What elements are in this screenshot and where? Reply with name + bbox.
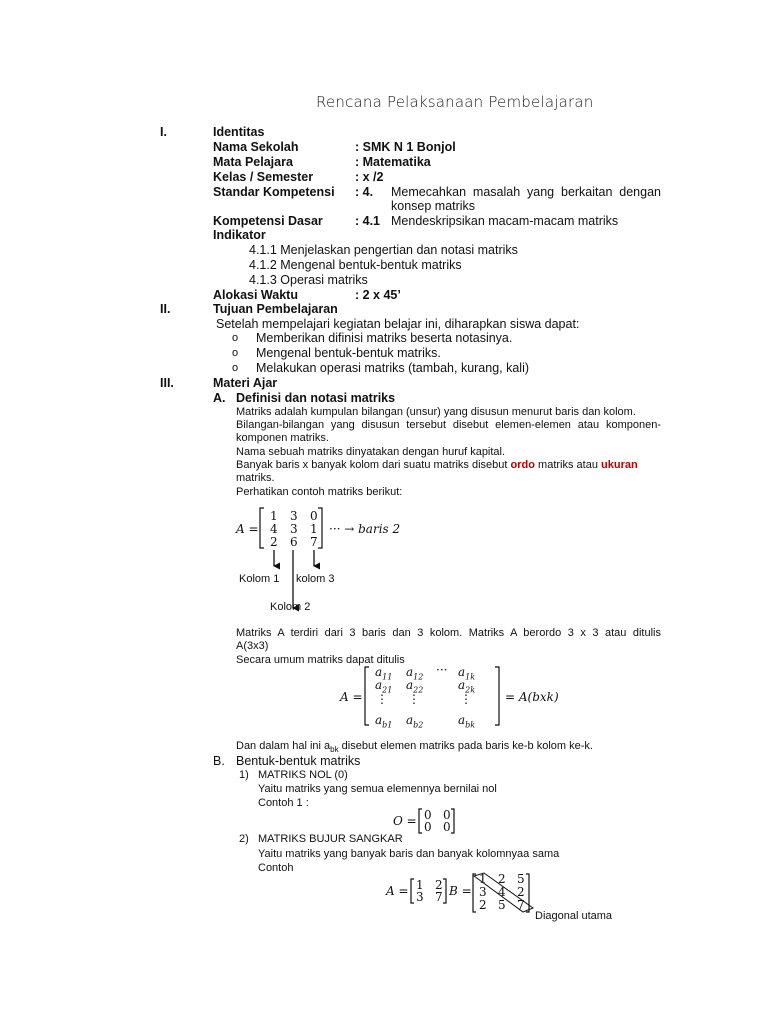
paragraph-ordo [236,459,638,471]
cell-symbol: a [375,678,383,692]
matrix-a-cell: 4 [270,522,278,536]
section-heading-materi: Materi Ajar [213,376,278,390]
matriks-nol-contoh: Contoh 1 : [258,797,309,809]
square-matrix-b-label: B = [449,884,472,898]
square-matrix-b-cell: 3 [479,885,487,899]
general-cell [458,713,475,729]
matrix-a-cell: 0 [310,509,318,523]
general-vdots: ⋮ [408,692,420,706]
tujuan-item: Mengenal bentuk-bentuk matriks. [256,346,441,360]
text: Dan dalam hal ini a [236,740,331,752]
general-vdots: ⋮ [376,692,388,706]
subsection-heading-bentuk: Bentuk-bentuk matriks [236,754,361,768]
label-mata-pelajaran: Mata Pelajara [213,155,293,169]
zero-matrix-cell: 0 [443,808,451,822]
general-vdots: ⋮ [460,692,472,706]
paragraph: Matriks A terdiri dari 3 baris dan 3 kolom. Matriks A berordo 3 x 3 atau ditulis [236,627,661,639]
tujuan-intro: Setelah mempelajari kegiatan belajar ini, diharapkan siswa dapat: [216,317,580,331]
section-heading-identitas: Identitas [213,125,265,139]
matrix-a-cell: 7 [310,535,318,549]
matrix-a-cell: 1 [310,522,318,536]
matriks-bujur-sangkar-contoh: Contoh [258,862,294,874]
square-matrix-a-cell: 3 [416,890,424,904]
paragraph: Nama sebuah matriks dinyatakan dengan huruf kapital. [236,446,506,458]
cell-symbol: a [375,665,383,679]
subsection-label-a: A. [213,391,226,405]
general-matrix-label: A = [340,690,363,704]
colon-standar-kompetensi: : 4. [355,185,374,199]
zero-matrix-brackets [417,807,457,835]
label-nama-sekolah: Nama Sekolah [213,140,299,154]
matrix-a-cell: 3 [290,509,298,523]
indikator-item: 4.1.1 Menjelaskan pengertian dan notasi matriks [249,243,518,257]
square-matrix-b-cell: 1 [479,872,487,886]
page-title: Rencana Pelaksanaan Pembelajaran [316,93,594,111]
square-matrix-b-cell: 2 [517,885,525,899]
zero-matrix-label: O = [393,814,417,828]
matriks-nol-heading: MATRIKS NOL (0) [258,769,348,781]
highlight-ukuran: ukuran [601,459,638,471]
label-kompetensi-dasar: Kompetensi Dasar [213,214,323,228]
subsection-label-b: B. [213,754,225,768]
kolom-3-label: kolom 3 [296,573,335,585]
value-standar-kompetensi-line1: Memecahkan masalah yang berkaitan dengan [391,185,661,199]
cell-index: 12 [413,672,424,682]
square-matrix-a-cell: 7 [435,890,443,904]
matrix-a-label: A = [236,522,259,536]
cell-index: 21 [382,685,393,695]
indikator-item: 4.1.3 Operasi matriks [249,273,368,287]
colon-kompetensi-dasar: : 4.1 [355,214,381,228]
general-matrix-order: = A(bxk) [505,690,559,704]
section-number-2: II. [160,302,171,316]
value-kompetensi-dasar: Mendeskripsikan macam-macam matriks [391,214,619,228]
text: disebut elemen matriks pada baris ke-b kolom ke-k. [338,740,593,752]
zero-matrix-cell: 0 [424,808,432,822]
matrix-a-cell: 2 [270,535,278,549]
list-label: 2) [239,833,249,845]
cell-symbol: a [406,678,414,692]
paragraph: matriks. [236,472,275,484]
bullet-marker: o [232,332,239,344]
tujuan-item: Memberikan difinisi matriks beserta notasinya. [256,331,513,345]
matrix-a-cell: 3 [290,522,298,536]
matriks-nol-desc: Yaitu matriks yang semua elemennya bernilai nol [258,783,497,795]
paragraph: Secara umum matriks dapat ditulis [236,654,405,666]
matrix-a-cell: 1 [270,509,278,523]
square-matrix-a-cell: 1 [416,878,424,892]
cell-symbol: a [458,678,466,692]
diagonal-utama-label: Diagonal utama [535,910,613,922]
square-matrix-b-cell: 7 [517,898,525,912]
cell-index: 2k [465,685,476,695]
matrix-a-cell: 6 [290,535,298,549]
text-subscript: bk [330,745,339,755]
bullet-marker: o [232,347,239,359]
general-cell [375,713,392,729]
text: matriks atau [534,459,602,471]
cell-symbol: a [458,713,466,727]
paragraph: Matriks adalah kumpulan bilangan (unsur) yang disusun menurut baris dan kolom. [236,406,636,418]
bullet-marker: o [232,362,239,374]
cell-symbol: a [375,713,383,727]
cell-symbol: a [458,665,466,679]
cell-symbol: a [406,713,414,727]
cell-index: b2 [413,720,424,730]
square-matrix-b-cell: 2 [479,898,487,912]
label-indikator: Indikator [213,228,266,242]
text: Banyak baris x banyak kolom dari suatu matriks disebut [236,459,511,471]
paragraph: Bilangan-bilangan yang disusun tersebut disebut elemen-elemen atau komponen- [236,419,661,431]
cell-index: 1k [465,672,476,682]
zero-matrix-cell: 0 [443,820,451,834]
value-alokasi-waktu: : 2 x 45’ [355,288,401,302]
baris-annotation: ··· → baris 2 [329,522,401,536]
cell-index: bk [465,720,476,730]
paragraph: komponen matriks. [236,432,329,444]
square-matrix-a-label: A = [386,884,409,898]
square-matrix-b-cell: 2 [498,872,506,886]
section-heading-tujuan: Tujuan Pembelajaran [213,302,338,316]
subsection-heading-definisi: Definisi dan notasi matriks [236,391,396,405]
square-matrix-b-cell: 5 [517,872,525,886]
cell-index: 22 [413,685,424,695]
matriks-bujur-sangkar-heading: MATRIKS BUJUR SANGKAR [258,833,403,845]
general-hdots: ··· [436,663,448,677]
cell-symbol: a [406,665,414,679]
cell-index: b1 [382,720,393,730]
list-label: 1) [239,769,249,781]
cell-index: 11 [382,672,393,682]
paragraph: Perhatikan contoh matriks berikut: [236,486,403,498]
kolom-2-label: Kolom 2 [270,601,311,613]
zero-matrix-cell: 0 [424,820,432,834]
value-kelas-semester: : x /2 [355,170,384,184]
kolom-1-label: Kolom 1 [239,573,280,585]
square-matrix-b-cell: 5 [498,898,506,912]
matriks-bujur-sangkar-desc: Yaitu matriks yang banyak baris dan banyak kolomnyaa sama [258,848,560,860]
value-nama-sekolah: : SMK N 1 Bonjol [355,140,456,154]
value-standar-kompetensi-line2: konsep matriks [391,199,476,213]
label-kelas-semester: Kelas / Semester [213,170,314,184]
square-matrix-a-cell: 2 [435,878,443,892]
tujuan-item: Melakukan operasi matriks (tambah, kurang, kali) [256,361,530,375]
section-number-1: I. [160,125,167,139]
indikator-item: 4.1.2 Mengenal bentuk-bentuk matriks [249,258,462,272]
square-matrix-a-brackets [409,877,449,905]
highlight-ordo: ordo [510,459,535,471]
label-alokasi-waktu: Alokasi Waktu [213,288,298,302]
label-standar-kompetensi: Standar Kompetensi [213,185,335,199]
square-matrix-b-cell: 4 [498,885,506,899]
general-cell [406,713,423,729]
section-number-3: III. [160,376,174,390]
value-mata-pelajaran: : Matematika [355,155,431,169]
paragraph-element-definition [236,740,593,754]
paragraph: A(3x3) [236,640,269,652]
